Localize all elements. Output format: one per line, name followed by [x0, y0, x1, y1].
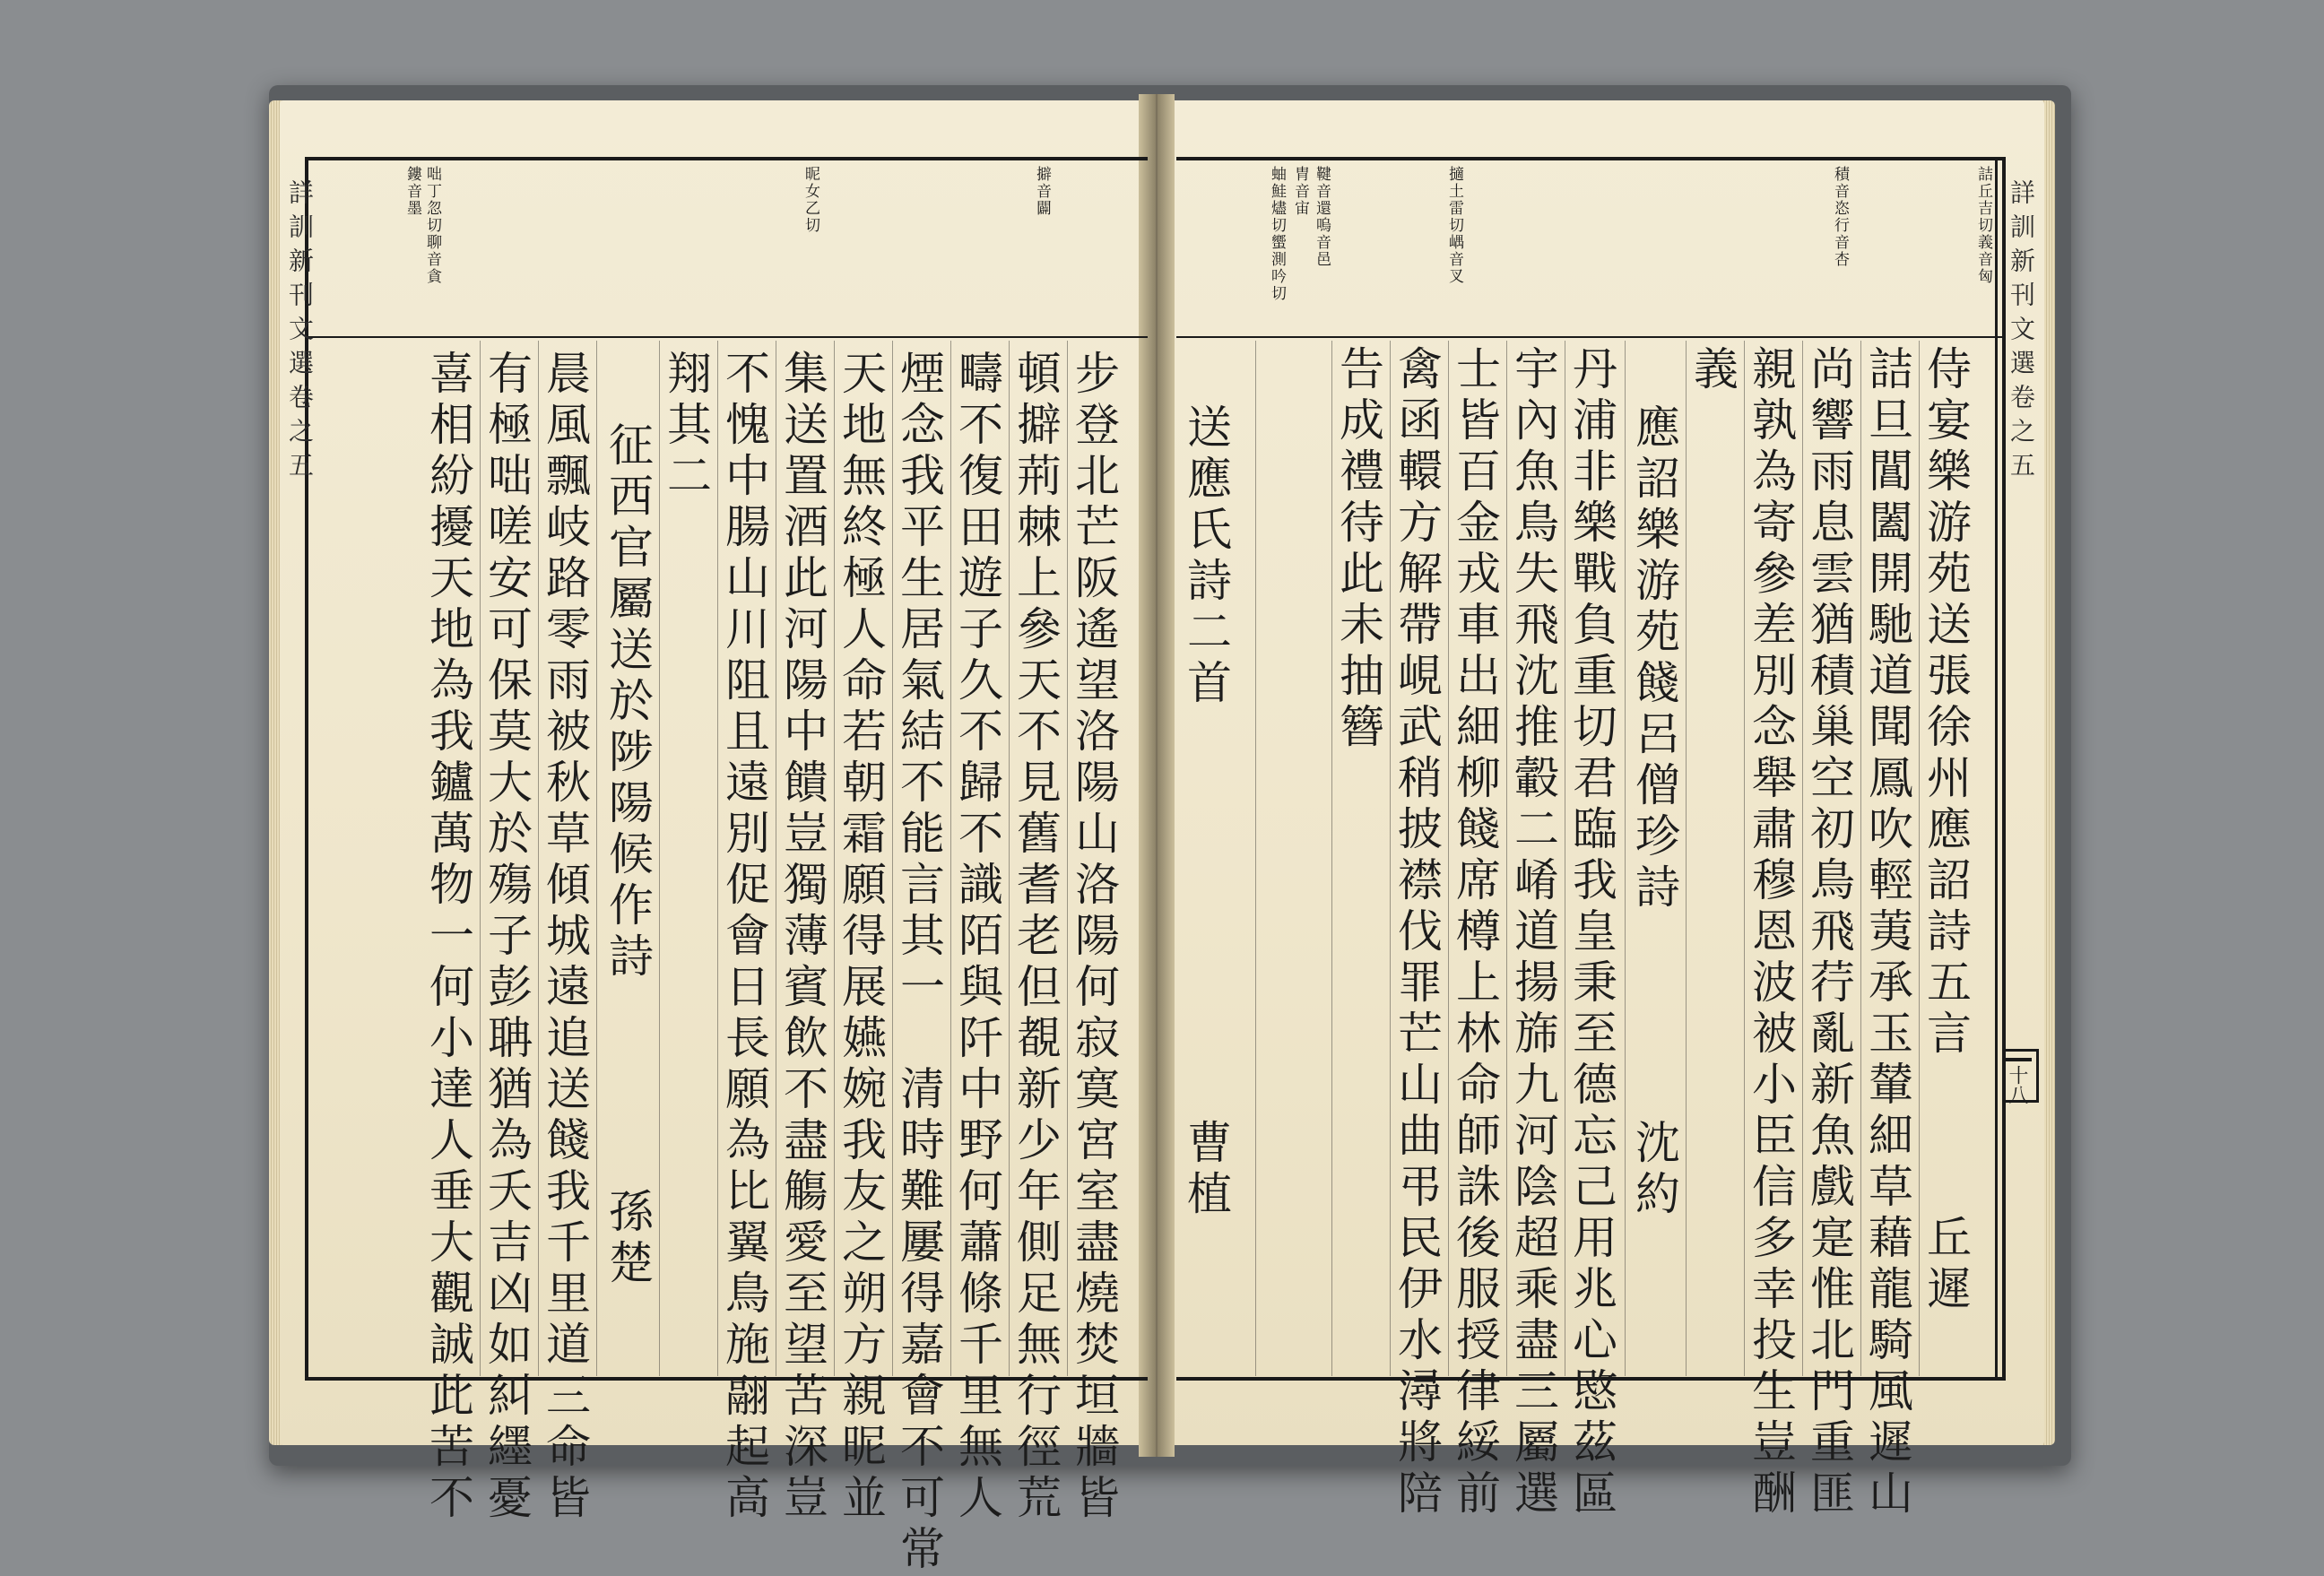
right-text-col-10: 禽函轘方解帶峴武稍披襟伐罪芒山曲弔民伊水潯將陪: [1391, 345, 1443, 1520]
left-text-col-2: 頓擗荊棘上參天不見舊耆老但覩新少年側足無行徑荒: [1010, 350, 1062, 1525]
folio-number: 十八: [2006, 1065, 2028, 1104]
column-rule: [1686, 341, 1687, 1376]
left-text-col-10: 晨風飄岐路零雨被秋草傾城遠追送餞我千里道三命皆: [539, 350, 591, 1525]
right-text-col-6: 應詔樂游苑餞呂僧珍詩 沈約: [1628, 403, 1680, 1221]
left-note-2: 鏤音墨: [403, 166, 421, 217]
column-rule: [834, 341, 835, 1376]
right-edge-title: 詳訓新刊文選卷之五: [2007, 179, 2036, 486]
right-note-1: 詰丘吉切義音匈: [1974, 166, 1992, 285]
right-text-col-12: 送應氏詩二首 曹植: [1180, 403, 1232, 1221]
column-rule: [596, 341, 597, 1376]
left-text-col-7: 不愧中腸山川阻且遠別促會日長願為比翼鳥施翮起高: [718, 350, 770, 1525]
column-rule: [1390, 341, 1391, 1376]
column-rule: [538, 341, 539, 1376]
column-rule: [1448, 341, 1449, 1376]
right-note-6: 蚰鮭燼切蠁測吟切: [1268, 166, 1286, 302]
right-text-col-5: 義: [1687, 345, 1739, 396]
right-text-col-9: 士皆百金戎車出細柳餞席樽上林命師誅後服授律綏前: [1449, 345, 1501, 1520]
column-rule: [480, 341, 481, 1376]
right-inner-margin-line: [1995, 157, 1998, 1381]
left-text-col-1: 步登北芒阪遙望洛陽山洛陽何寂寞宮室盡燒焚垣牆皆: [1068, 350, 1120, 1525]
column-rule: [1331, 341, 1332, 1376]
right-text-col-1: 侍宴樂游苑送張徐州應詔詩五言 丘遲: [1920, 345, 1972, 1316]
left-text-col-9: 征西官屬送於陟陽候作詩 孫楚: [602, 421, 654, 1290]
right-note-5: 胄音宙: [1291, 166, 1309, 217]
right-note-2: 積音恣行音杏: [1831, 166, 1849, 268]
right-text-col-3: 尚響雨息雲猶積巢空初鳥飛荇亂新魚戲寔惟北門重匪: [1803, 345, 1855, 1520]
column-rule: [1506, 341, 1507, 1376]
column-rule: [1744, 341, 1745, 1376]
right-note-3: 擿土雷切嵎音叉: [1445, 166, 1463, 285]
left-text-col-11: 有極咄嗟安可保莫大於殤子彭聃猶為夭吉凶如糾纆憂: [481, 350, 533, 1525]
right-note-divider: [1176, 336, 2006, 338]
right-text-col-2: 詰旦閶闔開馳道聞鳳吹輕荑承玉輦細草藉龍騎風遲山: [1861, 345, 1913, 1520]
column-rule: [1067, 341, 1068, 1376]
column-rule: [717, 341, 718, 1376]
right-text-col-11: 告成禮待此未抽簪: [1332, 345, 1384, 754]
column-rule: [1625, 341, 1626, 1376]
left-note-divider: [305, 336, 1148, 338]
column-rule: [1802, 341, 1803, 1376]
left-text-col-6: 集送置酒此河陽中饋豈獨薄賓飲不盡觴愛至望苦深豈: [776, 350, 828, 1525]
left-edge-title: 詳訓新刊文選卷之五: [285, 179, 315, 486]
left-note-4: 擗音闢: [1033, 166, 1051, 217]
column-rule: [892, 341, 893, 1376]
left-text-col-8: 翔其二: [660, 350, 712, 503]
column-rule: [1255, 341, 1256, 1376]
folio-fish-tail: [2005, 1058, 2032, 1061]
right-text-col-8: 宇內魚鳥失飛沈推轂二崤道揚旆九河陰超乘盡三屬選: [1507, 345, 1559, 1520]
column-rule: [659, 341, 660, 1376]
left-note-1: 咄丁忽切聊音貪: [423, 166, 441, 285]
left-note-3: 昵女乙切: [802, 166, 819, 234]
right-text-col-4: 親孰為寄參差別念舉肅穆恩波被小臣信多幸投生豈酬: [1745, 345, 1797, 1520]
right-text-col-7: 丹浦非樂戰負重切君臨我皇秉至德忘己用兆心愍茲區: [1565, 345, 1617, 1520]
column-rule: [1860, 341, 1861, 1376]
left-text-col-5: 天地無終極人命若朝霜願得展嬿婉我友之朔方親昵並: [835, 350, 887, 1525]
column-rule: [1919, 341, 1920, 1376]
left-text-col-4: 煙念我平生居氣結不能言其一 清時難屢得嘉會不可常: [893, 350, 945, 1576]
left-text-col-3: 疇不復田遊子久不歸不識陌與阡中野何蕭條千里無人: [951, 350, 1003, 1525]
left-text-col-12: 喜相紛擾天地為我鑪萬物一何小達人垂大觀誠此苦不: [422, 350, 474, 1525]
column-rule: [950, 341, 951, 1376]
right-note-4: 鞬音還嗚音邑: [1313, 166, 1331, 268]
column-rule: [1009, 341, 1010, 1376]
